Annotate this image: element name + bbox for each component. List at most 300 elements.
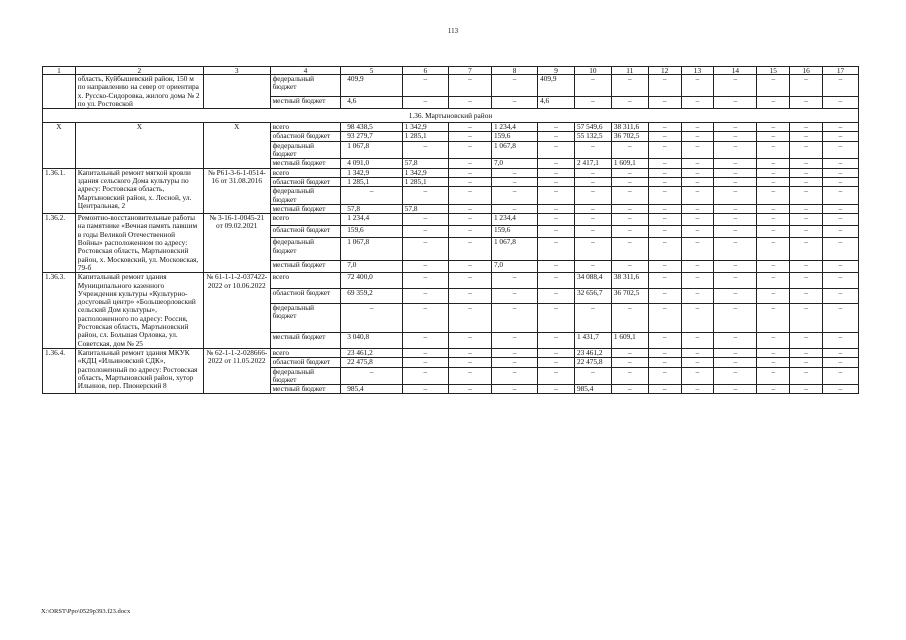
value-cell: –	[341, 304, 403, 333]
value-cell: –	[402, 226, 448, 238]
value-cell: –	[681, 132, 714, 141]
value-cell: –	[648, 204, 681, 213]
value-cell: –	[648, 168, 681, 177]
value-cell: 1 285,1	[402, 132, 448, 141]
value-cell: –	[822, 333, 858, 349]
value-cell: –	[402, 273, 448, 288]
value-cell: –	[757, 304, 790, 333]
value-cell: –	[574, 168, 611, 177]
value-cell: –	[448, 348, 491, 357]
value-cell: –	[822, 304, 858, 333]
item-document: № 61-1-1-2-037422-2022 от 10.06.2022	[203, 273, 270, 349]
value-cell: –	[681, 304, 714, 333]
value-cell: –	[714, 214, 757, 226]
value-cell: –	[448, 288, 491, 303]
value-cell: –	[757, 141, 790, 159]
funding-source: всего	[270, 168, 341, 177]
value-cell: 4,6	[538, 97, 575, 109]
funding-source: федеральный бюджет	[270, 304, 341, 333]
value-cell: 98 438,5	[341, 123, 403, 132]
value-cell: 22 475,8	[574, 358, 611, 367]
value-cell: –	[757, 168, 790, 177]
value-cell: –	[822, 288, 858, 303]
item-number: 1.36.4.	[43, 348, 76, 393]
value-cell: –	[448, 226, 491, 238]
value-cell: –	[538, 333, 575, 349]
value-cell: –	[574, 187, 611, 205]
value-cell: –	[822, 348, 858, 357]
value-cell: 3 040,8	[341, 333, 403, 349]
value-cell: –	[790, 141, 823, 159]
value-cell: –	[538, 273, 575, 288]
value-cell: 23 461,2	[341, 348, 403, 357]
value-cell: 38 311,6	[611, 123, 648, 132]
value-cell: –	[714, 304, 757, 333]
page-number: 113	[447, 27, 459, 35]
value-cell: 57 549,6	[574, 123, 611, 132]
value-cell: –	[681, 97, 714, 109]
value-cell: –	[822, 358, 858, 367]
value-cell: –	[790, 273, 823, 288]
value-cell: 1 234,4	[491, 214, 537, 226]
value-cell: 57,8	[402, 159, 448, 168]
value-cell: –	[822, 168, 858, 177]
column-number-6: 6	[402, 67, 448, 75]
value-cell: 159,6	[491, 132, 537, 141]
value-cell: –	[790, 238, 823, 261]
value-cell: –	[538, 204, 575, 213]
value-cell: –	[538, 159, 575, 168]
value-cell: 1 342,9	[402, 123, 448, 132]
value-cell: 93 279,7	[341, 132, 403, 141]
value-cell: –	[681, 214, 714, 226]
column-number-2: 2	[75, 67, 203, 75]
value-cell: 1 067,8	[341, 141, 403, 159]
column-number-9: 9	[538, 67, 575, 75]
value-cell: –	[402, 214, 448, 226]
value-cell: 1 285,1	[402, 177, 448, 186]
value-cell: –	[790, 159, 823, 168]
table-row	[43, 214, 859, 226]
header-row	[43, 67, 859, 75]
item-document: Х	[203, 123, 270, 168]
value-cell: –	[402, 385, 448, 394]
table-row	[43, 273, 859, 288]
value-cell: –	[538, 177, 575, 186]
value-cell: 69 359,2	[341, 288, 403, 303]
value-cell: –	[448, 333, 491, 349]
value-cell: –	[681, 141, 714, 159]
value-cell: –	[681, 348, 714, 357]
value-cell: –	[790, 132, 823, 141]
value-cell: –	[402, 187, 448, 205]
value-cell: 1 609,1	[611, 333, 648, 349]
value-cell: –	[757, 385, 790, 394]
value-cell: 34 088,4	[574, 273, 611, 288]
value-cell: –	[681, 204, 714, 213]
column-number-16: 16	[790, 67, 823, 75]
value-cell: –	[611, 141, 648, 159]
funding-source: всего	[270, 273, 341, 288]
funding-source: федеральный бюджет	[270, 75, 341, 97]
funding-source: местный бюджет	[270, 204, 341, 213]
value-cell: –	[648, 132, 681, 141]
funding-source: областной бюджет	[270, 132, 341, 141]
value-cell: –	[448, 261, 491, 273]
value-cell: –	[538, 123, 575, 132]
value-cell: –	[714, 358, 757, 367]
value-cell: –	[648, 141, 681, 159]
value-cell: 409,9	[538, 75, 575, 97]
value-cell: –	[491, 333, 537, 349]
column-number-12: 12	[648, 67, 681, 75]
value-cell: 409,9	[341, 75, 403, 97]
value-cell: –	[714, 367, 757, 385]
value-cell: –	[574, 238, 611, 261]
value-cell: –	[538, 261, 575, 273]
value-cell: –	[790, 367, 823, 385]
value-cell: –	[757, 367, 790, 385]
value-cell: –	[790, 123, 823, 132]
table-row	[43, 168, 859, 177]
item-number	[43, 75, 76, 109]
value-cell: –	[822, 238, 858, 261]
value-cell: –	[538, 132, 575, 141]
value-cell: –	[822, 367, 858, 385]
value-cell: –	[611, 348, 648, 357]
value-cell: –	[574, 204, 611, 213]
value-cell: –	[681, 123, 714, 132]
value-cell: –	[491, 304, 537, 333]
funding-source: местный бюджет	[270, 261, 341, 273]
value-cell: –	[757, 333, 790, 349]
value-cell: 72 400,0	[341, 273, 403, 288]
value-cell: 1 067,8	[491, 238, 537, 261]
value-cell: –	[681, 385, 714, 394]
value-cell: –	[714, 226, 757, 238]
value-cell: –	[757, 238, 790, 261]
value-cell: –	[402, 333, 448, 349]
value-cell: –	[491, 97, 537, 109]
value-cell: –	[402, 75, 448, 97]
value-cell: 32 656,7	[574, 288, 611, 303]
funding-source: местный бюджет	[270, 159, 341, 168]
value-cell: –	[822, 141, 858, 159]
value-cell: 1 609,1	[611, 159, 648, 168]
value-cell: –	[822, 97, 858, 109]
column-number-7: 7	[448, 67, 491, 75]
value-cell: 7,0	[491, 159, 537, 168]
funding-source: областной бюджет	[270, 288, 341, 303]
value-cell: –	[648, 214, 681, 226]
value-cell: –	[538, 214, 575, 226]
funding-source: федеральный бюджет	[270, 367, 341, 385]
value-cell: –	[648, 273, 681, 288]
value-cell: –	[714, 132, 757, 141]
value-cell: –	[402, 238, 448, 261]
value-cell: –	[648, 238, 681, 261]
value-cell: –	[822, 226, 858, 238]
value-cell: 985,4	[341, 385, 403, 394]
value-cell: –	[790, 187, 823, 205]
value-cell: 23 461,2	[574, 348, 611, 357]
value-cell: 57,8	[402, 204, 448, 213]
column-number-15: 15	[757, 67, 790, 75]
value-cell: –	[491, 75, 537, 97]
section-row	[43, 109, 859, 123]
value-cell: –	[538, 238, 575, 261]
value-cell: –	[681, 168, 714, 177]
item-document	[203, 75, 270, 109]
value-cell: –	[648, 358, 681, 367]
value-cell: –	[448, 304, 491, 333]
value-cell: –	[822, 132, 858, 141]
value-cell: –	[574, 304, 611, 333]
value-cell: –	[822, 204, 858, 213]
value-cell: –	[790, 358, 823, 367]
value-cell: –	[681, 261, 714, 273]
value-cell: –	[648, 304, 681, 333]
value-cell: –	[538, 168, 575, 177]
value-cell: 1 067,8	[341, 238, 403, 261]
funding-source: федеральный бюджет	[270, 238, 341, 261]
funding-source: местный бюджет	[270, 385, 341, 394]
value-cell: 4 091,0	[341, 159, 403, 168]
value-cell: –	[491, 187, 537, 205]
item-document: № Р61-3-6-1-0514-16 от 31.08.2016	[203, 168, 270, 213]
item-document: № 3-16-1-0045-21 от 09.02.2021	[203, 214, 270, 273]
value-cell: –	[448, 367, 491, 385]
value-cell: –	[538, 141, 575, 159]
value-cell: –	[790, 261, 823, 273]
column-number-10: 10	[574, 67, 611, 75]
value-cell: –	[402, 367, 448, 385]
value-cell: –	[714, 123, 757, 132]
value-cell: –	[757, 123, 790, 132]
value-cell: –	[611, 177, 648, 186]
value-cell: 55 132,5	[574, 132, 611, 141]
value-cell: –	[574, 141, 611, 159]
value-cell: –	[574, 177, 611, 186]
value-cell: –	[611, 226, 648, 238]
value-cell: –	[681, 75, 714, 97]
value-cell: –	[648, 187, 681, 205]
table-row	[43, 348, 859, 357]
value-cell: –	[448, 97, 491, 109]
value-cell: –	[681, 159, 714, 168]
value-cell: –	[714, 333, 757, 349]
value-cell: –	[681, 238, 714, 261]
column-number-5: 5	[341, 67, 403, 75]
item-number: 1.36.3.	[43, 273, 76, 349]
value-cell: –	[714, 187, 757, 205]
value-cell: 7,0	[491, 261, 537, 273]
value-cell: –	[611, 75, 648, 97]
value-cell: 36 702,5	[611, 132, 648, 141]
value-cell: –	[757, 214, 790, 226]
item-name: Ремонтно-восстановительные работы на памятнике «Вечная память павшим в годы Великой Отечественной Войны» расположенном по адресу: Ростовская область, Мартыновский район, х. Московский, ул. Московская, 79-б	[75, 214, 203, 273]
value-cell: –	[790, 204, 823, 213]
value-cell: –	[681, 367, 714, 385]
value-cell: –	[448, 168, 491, 177]
value-cell: –	[681, 226, 714, 238]
value-cell: –	[611, 385, 648, 394]
value-cell: –	[448, 187, 491, 205]
value-cell: –	[790, 333, 823, 349]
value-cell: –	[681, 358, 714, 367]
value-cell: –	[538, 367, 575, 385]
value-cell: –	[757, 261, 790, 273]
value-cell: 57,8	[341, 204, 403, 213]
value-cell: –	[538, 385, 575, 394]
value-cell: 985,4	[574, 385, 611, 394]
funding-source: всего	[270, 214, 341, 226]
column-number-8: 8	[491, 67, 537, 75]
value-cell: –	[790, 226, 823, 238]
value-cell: –	[574, 75, 611, 97]
value-cell: –	[538, 358, 575, 367]
value-cell: –	[611, 168, 648, 177]
value-cell: –	[757, 273, 790, 288]
value-cell: –	[714, 75, 757, 97]
value-cell: –	[822, 123, 858, 132]
value-cell: –	[757, 97, 790, 109]
column-number-4: 4	[270, 67, 341, 75]
item-document: № 62-1-1-2-028666-2022 от 11.05.2022	[203, 348, 270, 393]
funding-source: федеральный бюджет	[270, 187, 341, 205]
value-cell: –	[448, 75, 491, 97]
value-cell: –	[611, 304, 648, 333]
value-cell: –	[714, 97, 757, 109]
column-number-14: 14	[714, 67, 757, 75]
column-number-17: 17	[822, 67, 858, 75]
value-cell: –	[491, 177, 537, 186]
value-cell: –	[790, 177, 823, 186]
value-cell: –	[402, 261, 448, 273]
funding-source: местный бюджет	[270, 333, 341, 349]
value-cell: 1 342,9	[402, 168, 448, 177]
value-cell: –	[757, 348, 790, 357]
value-cell: –	[574, 214, 611, 226]
value-cell: –	[790, 214, 823, 226]
value-cell: 38 311,6	[611, 273, 648, 288]
value-cell: 1 234,4	[341, 214, 403, 226]
value-cell: –	[714, 141, 757, 159]
value-cell: –	[402, 348, 448, 357]
value-cell: –	[648, 97, 681, 109]
value-cell: –	[757, 177, 790, 186]
value-cell: –	[790, 385, 823, 394]
value-cell: –	[648, 385, 681, 394]
value-cell: –	[538, 348, 575, 357]
value-cell: –	[611, 261, 648, 273]
value-cell: –	[402, 97, 448, 109]
value-cell: –	[491, 385, 537, 394]
value-cell: –	[448, 204, 491, 213]
value-cell: –	[448, 214, 491, 226]
value-cell: –	[714, 238, 757, 261]
value-cell: 1 431,7	[574, 333, 611, 349]
value-cell: –	[648, 226, 681, 238]
value-cell: –	[491, 288, 537, 303]
value-cell: –	[574, 226, 611, 238]
value-cell: –	[402, 304, 448, 333]
value-cell: –	[714, 159, 757, 168]
value-cell: 4,6	[341, 97, 403, 109]
table-row	[43, 75, 859, 97]
value-cell: –	[822, 214, 858, 226]
value-cell: –	[681, 177, 714, 186]
value-cell: –	[648, 75, 681, 97]
value-cell: –	[341, 367, 403, 385]
value-cell: –	[757, 226, 790, 238]
value-cell: –	[757, 358, 790, 367]
value-cell: –	[790, 348, 823, 357]
value-cell: –	[448, 123, 491, 132]
item-name: Капитальный ремонт мягкой кровли здания сельского Дома культуры по адресу: Ростовская область, Мартыновский район, х. Лесной, ул. Центральная, 2	[75, 168, 203, 213]
funding-source: федеральный бюджет	[270, 141, 341, 159]
value-cell: –	[790, 304, 823, 333]
value-cell: 1 067,8	[491, 141, 537, 159]
value-cell: –	[757, 204, 790, 213]
value-cell: –	[757, 75, 790, 97]
value-cell: 7,0	[341, 261, 403, 273]
value-cell: –	[822, 159, 858, 168]
column-number-3: 3	[203, 67, 270, 75]
value-cell: –	[538, 187, 575, 205]
value-cell: –	[648, 123, 681, 132]
value-cell: –	[611, 358, 648, 367]
item-number: 1.36.1.	[43, 168, 76, 213]
value-cell: –	[714, 348, 757, 357]
value-cell: –	[714, 261, 757, 273]
value-cell: –	[611, 97, 648, 109]
funding-source: областной бюджет	[270, 358, 341, 367]
value-cell: –	[790, 75, 823, 97]
value-cell: –	[448, 385, 491, 394]
value-cell: –	[681, 333, 714, 349]
value-cell: –	[790, 288, 823, 303]
value-cell: –	[611, 214, 648, 226]
value-cell: –	[402, 288, 448, 303]
value-cell: –	[648, 159, 681, 168]
value-cell: –	[448, 132, 491, 141]
file-path-footer: X:\ORST\Ppo\0529p393.f23.docx	[41, 608, 131, 615]
value-cell: –	[491, 204, 537, 213]
value-cell: –	[648, 177, 681, 186]
column-number-1: 1	[43, 67, 76, 75]
item-name: область, Куйбышевский район, 150 м по направлению на север от ориентира х. Русско-Сидоровка, жилого дома № 2 по ул. Ростовской	[75, 75, 203, 109]
value-cell: –	[574, 97, 611, 109]
value-cell: –	[448, 177, 491, 186]
value-cell: –	[611, 238, 648, 261]
value-cell: –	[681, 187, 714, 205]
value-cell: –	[611, 187, 648, 205]
value-cell: 2 417,1	[574, 159, 611, 168]
item-name: Капитальный ремонт здания МКУК «КДЦ «Ильиновский СДК», расположенный по адресу: Ростовская область, Мартыновский район, хутор Ильинов, пер. Пионерский 8	[75, 348, 203, 393]
funding-source: областной бюджет	[270, 177, 341, 186]
value-cell: –	[757, 132, 790, 141]
value-cell: –	[611, 367, 648, 385]
value-cell: –	[341, 187, 403, 205]
column-number-11: 11	[611, 67, 648, 75]
value-cell: –	[648, 367, 681, 385]
value-cell: –	[538, 288, 575, 303]
value-cell: 1 342,9	[341, 168, 403, 177]
value-cell: –	[402, 358, 448, 367]
value-cell: –	[538, 226, 575, 238]
table-row	[43, 123, 859, 132]
